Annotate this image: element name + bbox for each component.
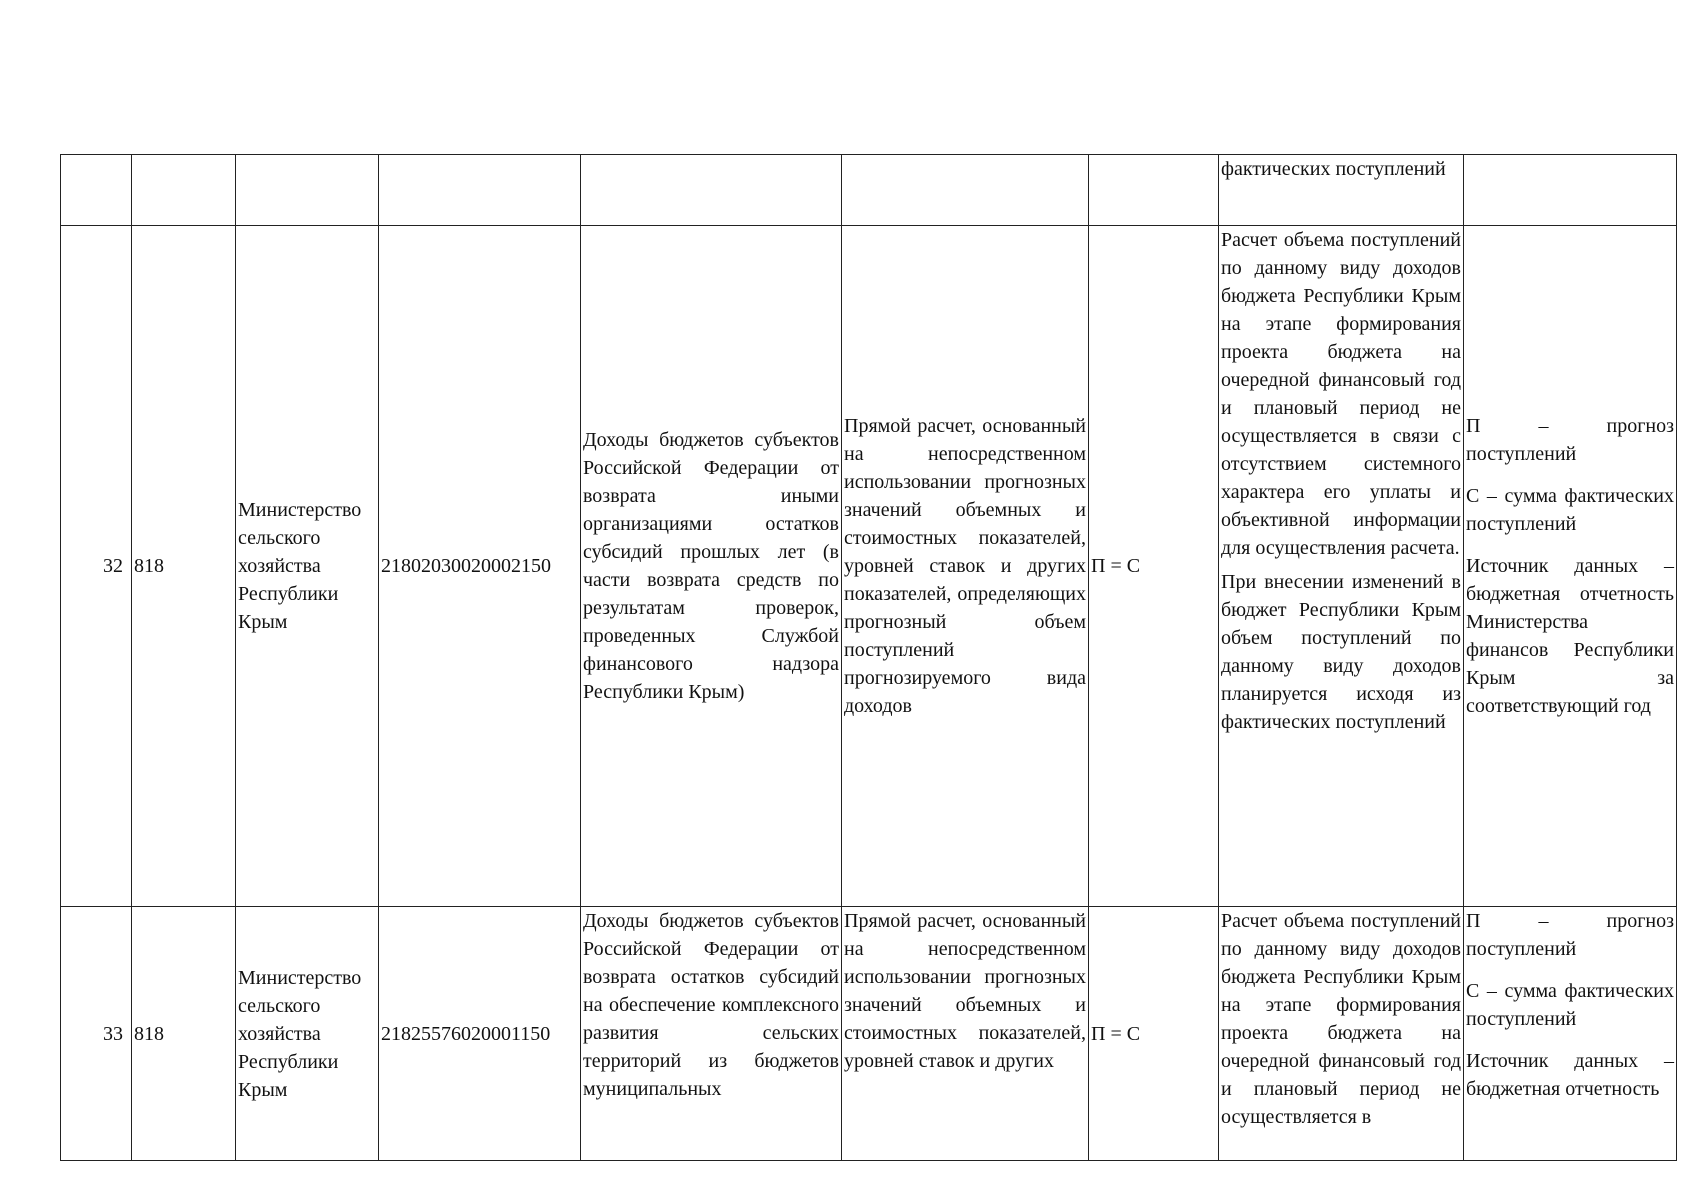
cell-empty: [1464, 155, 1677, 226]
chapter-code: 818: [132, 907, 236, 1161]
algorithm-paragraph: Расчет объема поступлений по данному виду доходов бюджета Республики Крым на этапе формирования проекта бюджета на очередной финансовый год и плановый период не осуществляется в: [1221, 910, 1461, 1128]
cell-empty: [379, 155, 581, 226]
cell-empty: [132, 155, 236, 226]
indicator-item: П – прогноз поступлений: [1466, 910, 1674, 960]
kbk-code: 21825576020001150: [379, 907, 581, 1161]
cell-empty: [61, 155, 132, 226]
revenue-name: Доходы бюджетов субъектов Российской Федерации от возврата остатков субсидий на обеспечение комплексного развития сельских территорий из бюджетов муниципальных: [581, 907, 842, 1161]
formula: П = С: [1089, 907, 1219, 1161]
calculation-algorithm: [1219, 226, 1464, 907]
calculation-method: Прямой расчет, основанный на непосредственном использовании прогнозных значений объемных и стоимостных показателей, уровней ставок и других показателей, определяющих прогнозный объем поступлений прогнозируемого вида доходов: [842, 226, 1089, 907]
row-number: 33: [61, 907, 132, 1161]
chapter-code: 818: [132, 226, 236, 907]
revenue-forecast-table: [60, 154, 1677, 1161]
table-row: [61, 907, 1677, 1161]
kbk-code: 21802030020002150: [379, 226, 581, 907]
administrator-name: Министерство сельского хозяйства Республики Крым: [236, 226, 379, 907]
cell-method-continuation: фактических поступлений: [1219, 155, 1464, 226]
cell-empty: [842, 155, 1089, 226]
algorithm-paragraph: Расчет объема поступлений по данному виду доходов бюджета Республики Крым на этапе формирования проекта бюджета на очередной финансовый год и плановый период не осуществляется в связи с отсутствием системного характера его уплаты и объективной информации для осуществления расчета.: [1221, 229, 1461, 559]
cell-empty: [581, 155, 842, 226]
cell-empty: [236, 155, 379, 226]
algorithm-paragraph: При внесении изменений в бюджет Республики Крым объем поступлений по данному виду доходов планируется исходя из фактических поступлений: [1221, 571, 1461, 733]
indicator-item: Источник данных – бюджетная отчетность: [1466, 1050, 1674, 1100]
indicator-item: С – сумма фактических поступлений: [1466, 980, 1674, 1030]
indicators: [1464, 907, 1677, 1161]
cell-empty: [1089, 155, 1219, 226]
row-number: 32: [61, 226, 132, 907]
table-row: [61, 226, 1677, 907]
continuation-row: [61, 155, 1677, 226]
indicator-item: С – сумма фактических поступлений: [1466, 485, 1674, 535]
indicator-item: Источник данных – бюджетная отчетность Министерства финансов Республики Крым за соответствующий год: [1466, 555, 1674, 717]
administrator-name: Министерство сельского хозяйства Республики Крым: [236, 907, 379, 1161]
revenue-name: Доходы бюджетов субъектов Российской Федерации от возврата иными организациями остатков субсидий прошлых лет (в части возврата средств по результатам проверок, проведенных Службой финансового надзора Республики Крым): [581, 226, 842, 907]
indicator-item: П – прогноз поступлений: [1466, 415, 1674, 465]
calculation-algorithm: [1219, 907, 1464, 1161]
calculation-method: Прямой расчет, основанный на непосредственном использовании прогнозных значений объемных и стоимостных показателей, уровней ставок и других: [842, 907, 1089, 1161]
formula: П = С: [1089, 226, 1219, 907]
indicators: [1464, 226, 1677, 907]
